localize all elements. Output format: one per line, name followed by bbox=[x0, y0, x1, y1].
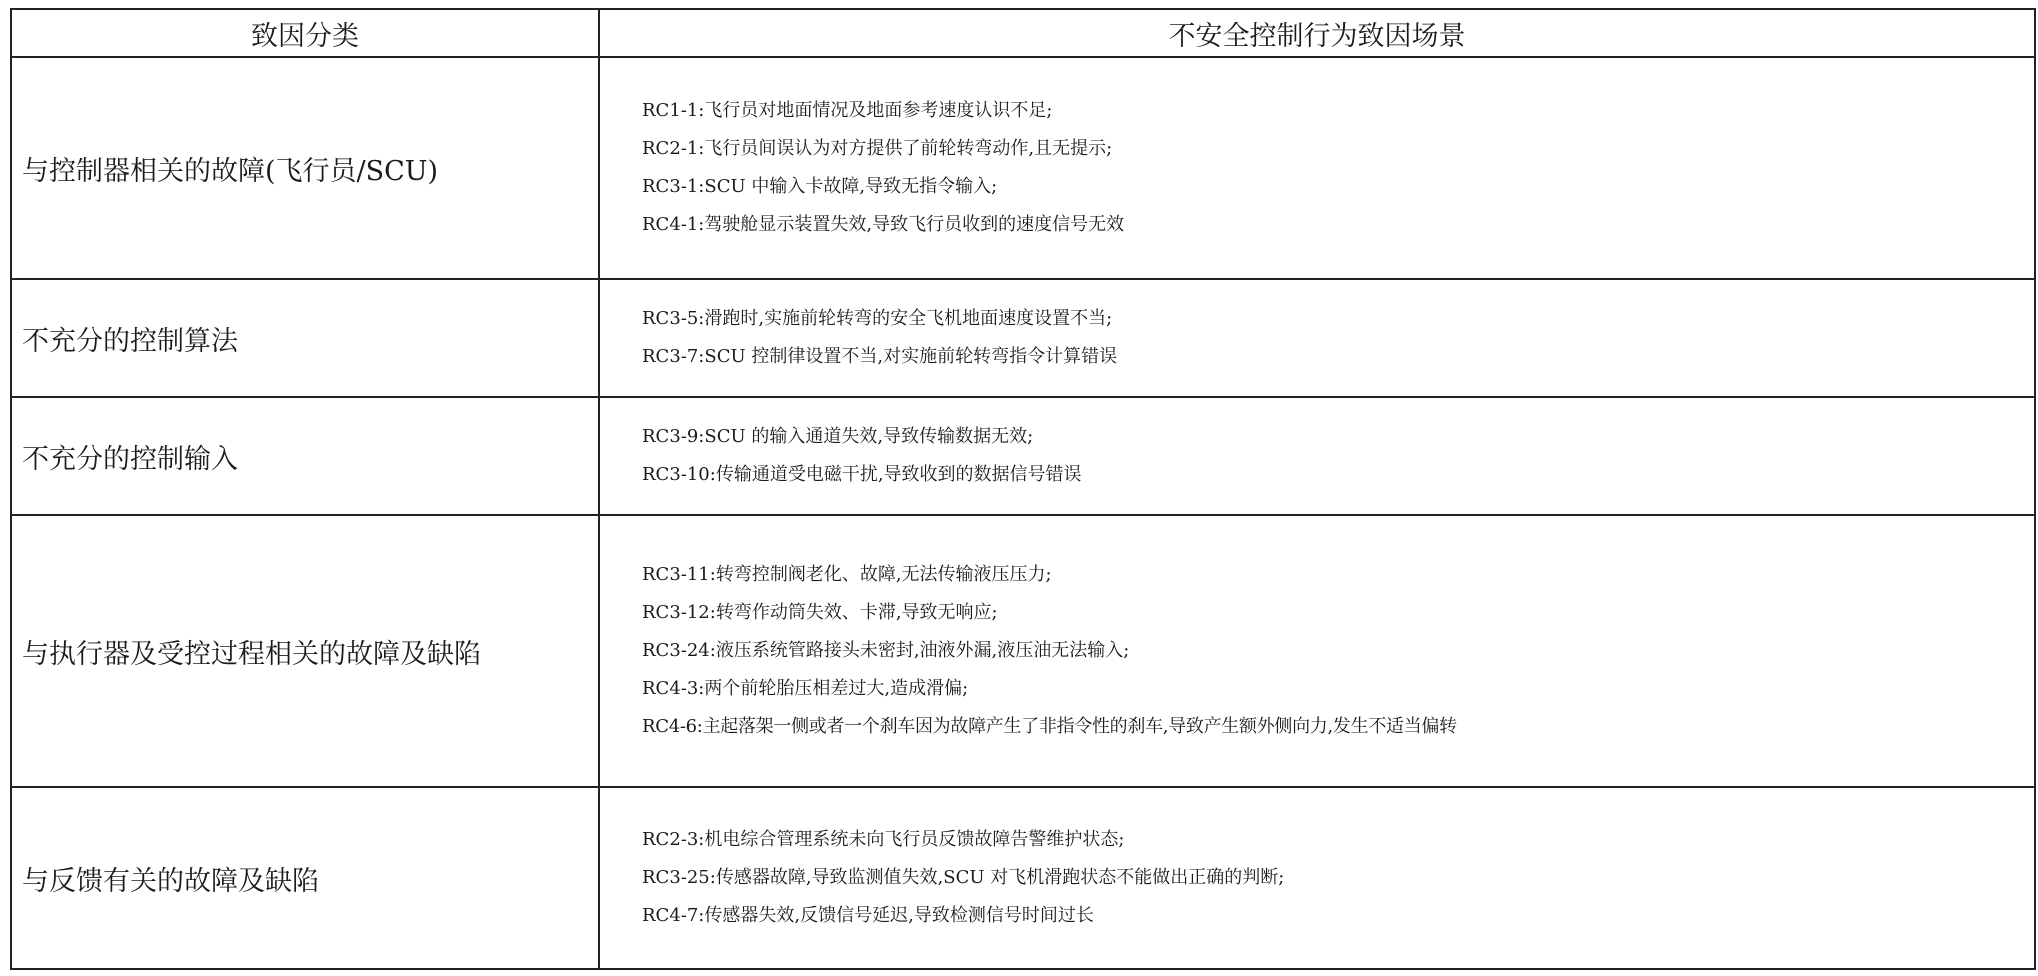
table-row bbox=[11, 279, 2035, 397]
scenario-item: RC3-11:转弯控制阀老化、故障,无法传输液压压力; bbox=[642, 564, 1052, 585]
scenario-item: RC4-3:两个前轮胎压相差过大,造成滑偏; bbox=[642, 678, 969, 699]
category-cell: 不充分的控制算法 bbox=[11, 279, 599, 397]
scenario-item: RC3-10:传输通道受电磁干扰,导致收到的数据信号错误 bbox=[642, 464, 1082, 485]
scenario-cell bbox=[599, 57, 2035, 279]
scenario-item: RC3-5:滑跑时,实施前轮转弯的安全飞机地面速度设置不当; bbox=[642, 308, 1113, 329]
scenario-item: RC1-1:飞行员对地面情况及地面参考速度认识不足; bbox=[642, 100, 1053, 121]
scenario-cell bbox=[599, 515, 2035, 787]
scenario-item: RC4-7:传感器失效,反馈信号延迟,导致检测信号时间过长 bbox=[642, 905, 1094, 926]
category-cell: 不充分的控制输入 bbox=[11, 397, 599, 515]
causal-factor-table bbox=[10, 8, 2036, 970]
table-header-row bbox=[11, 9, 2035, 57]
table-row bbox=[11, 515, 2035, 787]
category-cell: 与执行器及受控过程相关的故障及缺陷 bbox=[11, 515, 599, 787]
scenario-item: RC3-25:传感器故障,导致监测值失效,SCU 对飞机滑跑状态不能做出正确的判断; bbox=[642, 867, 1285, 888]
scenario-item: RC3-7:SCU 控制律设置不当,对实施前轮转弯指令计算错误 bbox=[642, 346, 1118, 367]
scenario-item: RC4-6:主起落架一侧或者一个刹车因为故障产生了非指令性的刹车,导致产生额外侧向力,发生不适当偏转 bbox=[642, 716, 1457, 737]
scenario-cell bbox=[599, 397, 2035, 515]
scenario-item: RC2-3:机电综合管理系统未向飞行员反馈故障告警维护状态; bbox=[642, 829, 1125, 850]
category-cell: 与反馈有关的故障及缺陷 bbox=[11, 787, 599, 969]
scenario-cell bbox=[599, 787, 2035, 969]
table-row bbox=[11, 57, 2035, 279]
category-cell: 与控制器相关的故障(飞行员/SCU) bbox=[11, 57, 599, 279]
scenario-item: RC2-1:飞行员间误认为对方提供了前轮转弯动作,且无提示; bbox=[642, 138, 1113, 159]
scenario-item: RC3-24:液压系统管路接头未密封,油液外漏,液压油无法输入; bbox=[642, 640, 1130, 661]
scenario-item: RC3-12:转弯作动筒失效、卡滞,导致无响应; bbox=[642, 602, 998, 623]
scenario-cell bbox=[599, 279, 2035, 397]
scenario-item: RC4-1:驾驶舱显示装置失效,导致飞行员收到的速度信号无效 bbox=[642, 214, 1125, 235]
table-row bbox=[11, 787, 2035, 969]
header-scenario: 不安全控制行为致因场景 bbox=[599, 9, 2035, 57]
scenario-item: RC3-1:SCU 中输入卡故障,导致无指令输入; bbox=[642, 176, 998, 197]
header-category: 致因分类 bbox=[11, 9, 599, 57]
scenario-item: RC3-9:SCU 的输入通道失效,导致传输数据无效; bbox=[642, 426, 1034, 447]
table-row bbox=[11, 397, 2035, 515]
